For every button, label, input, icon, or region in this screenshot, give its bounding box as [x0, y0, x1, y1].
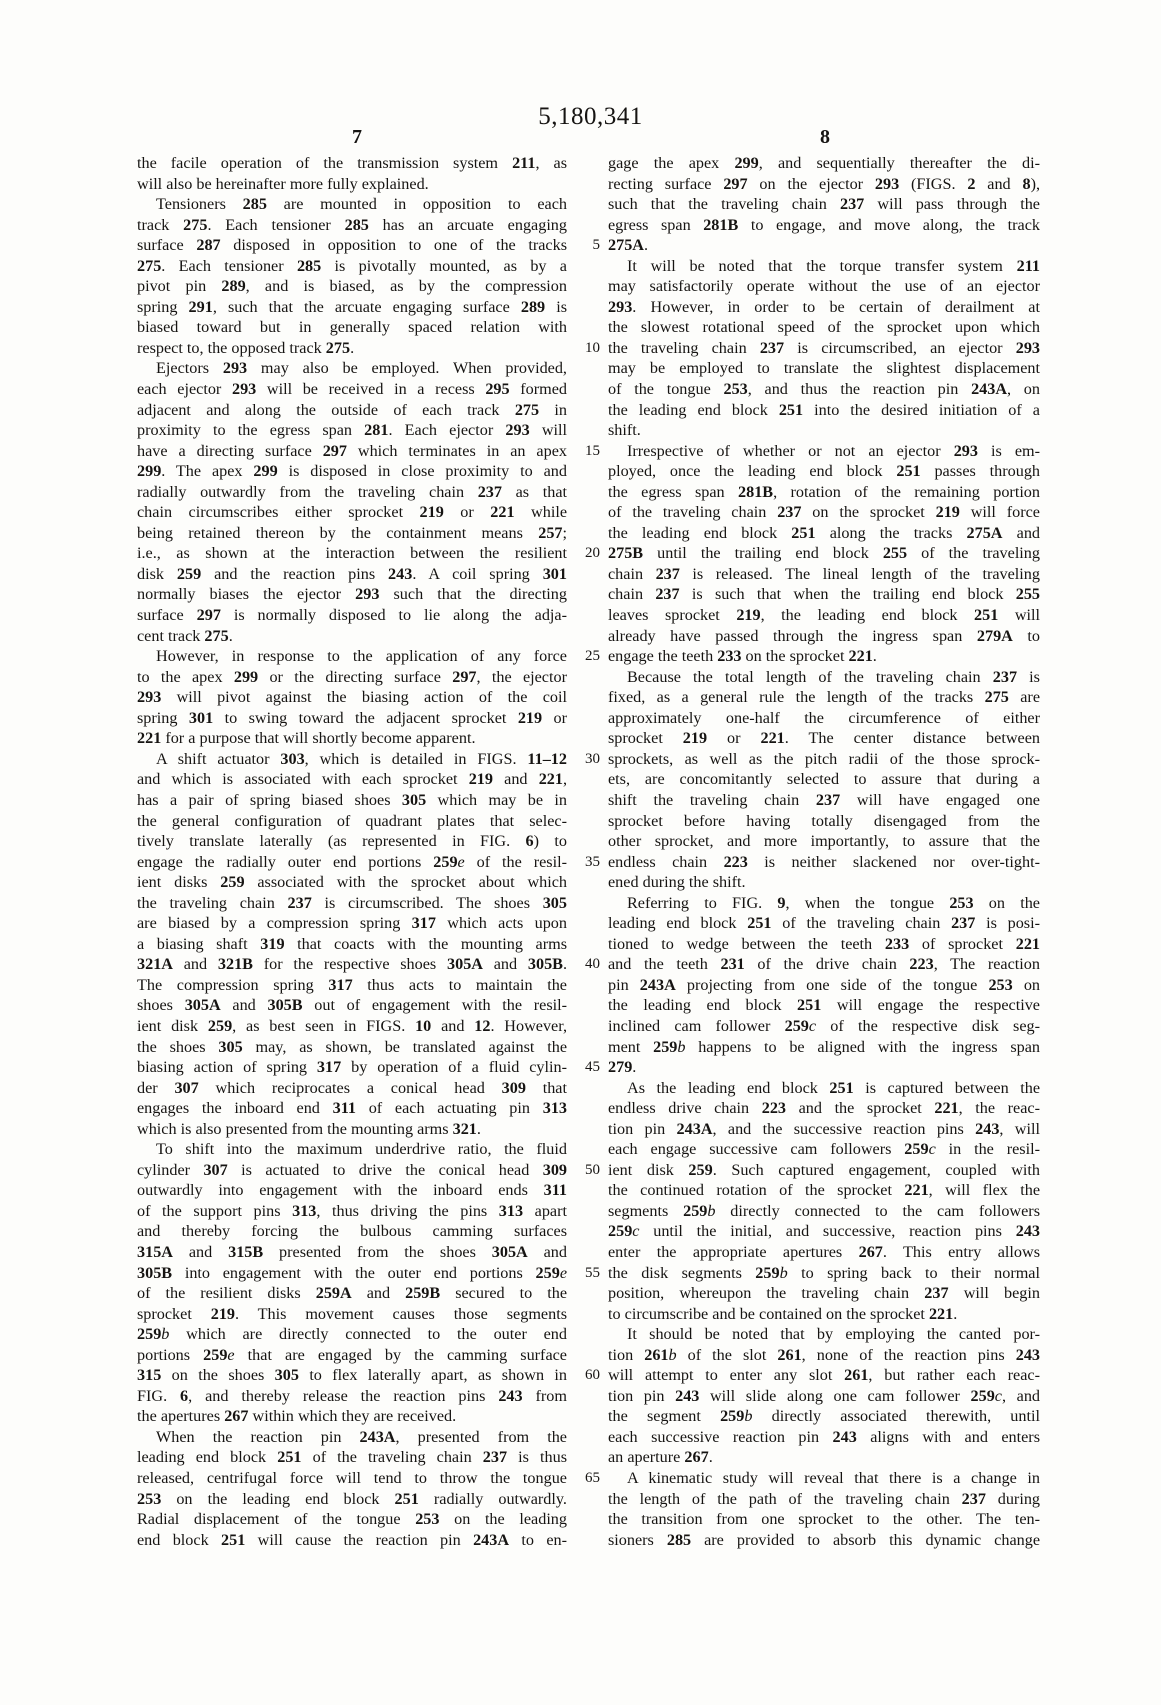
text-line: It should be noted that by employing the canted por-: [627, 1325, 1040, 1344]
text-line: leading end block 251 of the traveling chain 237 is thus: [137, 1448, 567, 1467]
text-line: the apertures 267 within which they are received.: [137, 1407, 457, 1426]
text-line: each engage successive cam followers 259c in the resil-: [608, 1140, 1040, 1159]
gutter-line-number: 20: [585, 545, 600, 562]
text-line: sprocket 219. This movement causes those segments: [137, 1304, 567, 1323]
text-line: chain 237 is released. The lineal length of the traveling: [608, 564, 1040, 583]
text-line: pin 243A projecting from one side of the tongue 253 on: [608, 975, 1041, 994]
text-line: sprocket 219 or 221. The center distance between: [608, 729, 1040, 748]
text-line: adjacent and along the outside of each track 275 in: [137, 400, 568, 419]
text-line: which is also presented from the mounting arms 321.: [137, 1119, 481, 1138]
text-line: proximity to the egress span 281. Each ejector 293 will: [137, 421, 568, 440]
text-line: Ejectors 293 may also be employed. When provided,: [156, 359, 567, 378]
text-line: It will be noted that the torque transfer system 211: [627, 256, 1040, 275]
text-line: der 307 which reciprocates a conical head 309 that: [137, 1078, 567, 1097]
patent-number: 5,180,341: [538, 103, 643, 130]
text-line: shift the traveling chain 237 will have engaged one: [608, 790, 1040, 809]
text-line: will attempt to enter any slot 261, but rather each reac-: [608, 1366, 1040, 1385]
right-column-page-number: 8: [820, 126, 830, 148]
text-line: FIG. 6, and thereby release the reaction pins 243 from: [137, 1386, 567, 1405]
text-line: surface 297 is normally disposed to lie along the adja-: [137, 606, 568, 625]
text-line: 321A and 321B for the respective shoes 305A and 305B.: [137, 955, 568, 974]
text-line: leading end block 251 of the traveling chain 237 is posi-: [608, 914, 1040, 933]
gutter-line-number: 40: [585, 956, 600, 973]
text-line: inclined cam follower 259c of the respective disk seg-: [608, 1016, 1040, 1035]
text-line: engages the inboard end 311 of each actuating pin 313: [137, 1099, 567, 1118]
text-line: the segment 259b directly associated therewith, until: [608, 1407, 1040, 1426]
text-line: engage the radially outer end portions 259e of the resil-: [137, 852, 567, 871]
text-line: egress span 281B to engage, and move along, the track: [608, 215, 1040, 234]
text-line: chain 237 is such that when the trailing end block 255: [608, 585, 1040, 604]
text-line: the transition from one sprocket to the other. The ten-: [608, 1510, 1040, 1529]
text-line: To shift into the maximum underdrive ratio, the fluid: [156, 1140, 567, 1159]
text-line: and the teeth 231 of the drive chain 223, The reaction: [608, 955, 1040, 974]
text-line: released, centrifugal force will tend to throw the tongue: [137, 1469, 567, 1487]
gutter-line-number: 5: [592, 237, 600, 254]
text-line: 275. Each tensioner 285 is pivotally mounted, as by a: [137, 256, 567, 275]
text-line: A kinematic study will reveal that there is a change in: [627, 1469, 1040, 1487]
text-line: tively translate laterally (as represented in FIG. 6) to: [137, 832, 567, 851]
text-line: Irrespective of whether or not an ejector 293 is em-: [627, 441, 1041, 460]
text-line: to circumscribe and be contained on the sprocket 221.: [608, 1304, 958, 1323]
text-line: When the reaction pin 243A, presented from the: [156, 1427, 567, 1446]
text-line: outwardly into engagement with the inboard ends 311: [137, 1181, 567, 1200]
text-line: However, in response to the application of any force: [156, 647, 567, 666]
text-line: recting surface 297 on the ejector 293 (FIGS. 2 and 8),: [608, 174, 1041, 193]
text-line: end block 251 will cause the reaction pin 243A to en-: [137, 1530, 568, 1549]
text-line: tioned to wedge between the teeth 233 of sprocket 221: [608, 934, 1040, 953]
gutter-line-number: 25: [585, 648, 600, 665]
text-line: disk 259 and the reaction pins 243. A coil spring 301: [137, 564, 567, 583]
text-line: the continued rotation of the sprocket 221, will flex the: [608, 1181, 1041, 1200]
text-line: each ejector 293 will be received in a recess 295 formed: [137, 380, 567, 399]
text-line: shoes 305A and 305B out of engagement with the resil-: [137, 996, 567, 1015]
right-text-column: [608, 153, 1040, 1550]
text-line: 315A and 315B presented from the shoes 305A and: [137, 1242, 567, 1261]
text-line: the traveling chain 237 is circumscribed, an ejector 293: [608, 338, 1040, 357]
text-line: Because the total length of the traveling chain 237 is: [627, 667, 1040, 686]
text-line: 253 on the leading end block 251 radially outwardly.: [137, 1489, 567, 1508]
text-line: tion pin 243A, and the successive reaction pins 243, will: [608, 1119, 1040, 1138]
text-line: of the traveling chain 237 on the sprocket 219 will force: [608, 503, 1040, 522]
text-line: ient disk 259, as best seen in FIGS. 10 and 12. However,: [137, 1016, 568, 1035]
text-line: normally biases the ejector 293 such that the directing: [137, 585, 567, 604]
text-line: endless chain 223 is neither slackened nor over-tight-: [608, 852, 1040, 871]
text-line: tion pin 243 will slide along one cam follower 259c, and: [608, 1386, 1041, 1405]
text-line: portions 259e that are engaged by the camming surface: [137, 1345, 567, 1364]
text-line: the general configuration of quadrant plates that selec-: [137, 811, 567, 830]
text-line: the leading end block 251 along the tracks 275A and: [608, 523, 1041, 542]
text-line: ment 259b happens to be aligned with the ingress span: [608, 1037, 1040, 1056]
gutter-line-number: 30: [585, 750, 600, 767]
text-line: of the resilient disks 259A and 259B secured to the: [137, 1284, 568, 1303]
text-line: Tensioners 285 are mounted in opposition to each: [156, 195, 567, 214]
text-line: the facile operation of the transmission system 211, as: [137, 154, 568, 172]
text-line: engage the teeth 233 on the sprocket 221.: [608, 647, 877, 666]
text-line: other sprocket, and more importantly, to assure that the: [608, 832, 1040, 851]
text-line: the slowest rotational speed of the sprocket upon which: [608, 318, 1040, 337]
text-line: have a directing surface 297 which terminates in an apex: [137, 441, 567, 460]
text-line: the disk segments 259b to spring back to their normal: [608, 1263, 1040, 1282]
left-text-column: [137, 153, 567, 1550]
text-line: ient disks 259 associated with the sprocket about which: [137, 873, 568, 892]
text-line: are biased by a compression spring 317 which acts upon: [137, 914, 567, 933]
text-line: of the tongue 253, and thus the reaction pin 243A, on: [608, 380, 1040, 399]
text-line: 279.: [608, 1058, 637, 1077]
text-line: has a pair of spring biased shoes 305 which may be in: [137, 790, 567, 809]
text-line: may be employed to translate the slightest displacement: [608, 359, 1040, 378]
text-line: track 275. Each tensioner 285 has an arcuate engaging: [137, 215, 567, 234]
text-line: chain circumscribes either sprocket 219 or 221 while: [137, 503, 568, 522]
text-line: endless drive chain 223 and the sprocket 221, the reac-: [608, 1099, 1040, 1118]
text-line: biasing action of spring 317 by operation of a fluid cylin-: [137, 1058, 567, 1077]
gutter-line-number: 10: [585, 339, 600, 356]
gutter-line-number: 65: [585, 1470, 600, 1487]
text-line: the egress span 281B, rotation of the remaining portion: [608, 482, 1040, 501]
text-line: 315 on the shoes 305 to flex laterally apart, as shown in: [137, 1366, 568, 1385]
gutter-line-number: 45: [585, 1059, 600, 1076]
text-line: 293 will pivot against the biasing action of the coil: [137, 688, 567, 707]
text-line: the shoes 305 may, as shown, be translated against the: [137, 1037, 568, 1056]
text-line: shift.: [608, 421, 641, 440]
line-number-gutter: [556, 153, 602, 1573]
text-line: 221 for a purpose that will shortly become apparent.: [137, 729, 476, 748]
text-line: the leading end block 251 into the desired initiation of a: [608, 400, 1040, 419]
text-line: segments 259b directly connected to the cam followers: [608, 1201, 1040, 1220]
text-line: already have passed through the ingress span 279A to: [608, 626, 1041, 645]
text-line: tion 261b of the slot 261, none of the reaction pins 243: [608, 1345, 1041, 1364]
gutter-line-number: 35: [585, 853, 600, 870]
text-line: will also be hereinafter more fully explained.: [137, 174, 429, 193]
text-line: 293. However, in order to be certain of derailment at: [608, 297, 1040, 316]
gutter-line-number: 55: [585, 1264, 600, 1281]
text-line: cent track 275.: [137, 626, 233, 645]
text-line: respect to, the opposed track 275.: [137, 338, 355, 357]
text-line: sprockets, as well as the pitch radii of the those sprock-: [608, 749, 1040, 768]
text-line: surface 287 disposed in opposition to one of the tracks: [137, 236, 567, 255]
text-line: radially outwardly from the traveling chain 237 as that: [137, 482, 568, 501]
gutter-line-number: 15: [585, 442, 600, 459]
text-line: Referring to FIG. 9, when the tongue 253 on the: [627, 893, 1040, 912]
text-line: and thereby forcing the bulbous camming surfaces: [137, 1222, 567, 1241]
text-line: 275B until the trailing end block 255 of the traveling: [608, 544, 1040, 563]
text-line: gage the apex 299, and sequentially thereafter the di-: [608, 154, 1041, 172]
text-line: As the leading end block 251 is captured between the: [627, 1078, 1041, 1097]
text-line: 259b which are directly connected to the outer end: [137, 1325, 567, 1344]
text-line: the length of the path of the traveling chain 237 during: [608, 1489, 1041, 1508]
text-line: of the support pins 313, thus driving the pins 313 apart: [137, 1201, 567, 1220]
text-line: an aperture 267.: [608, 1448, 713, 1467]
text-line: spring 301 to swing toward the adjacent sprocket 219 or: [137, 708, 568, 727]
text-line: being retained thereon by the containment means 257;: [137, 523, 567, 542]
text-line: enter the appropriate apertures 267. This entry allows: [608, 1242, 1041, 1261]
text-line: to the apex 299 or the directing surface 297, the ejector: [137, 667, 567, 686]
text-line: fixed, as a general rule the length of the tracks 275 are: [608, 688, 1041, 707]
text-line: The compression spring 317 thus acts to maintain the: [137, 975, 567, 994]
text-line: 299. The apex 299 is disposed in close proximity to and: [137, 462, 567, 481]
text-line: may satisfactorily operate without the use of an ejector: [608, 277, 1040, 296]
text-line: sprocket before having totally disengaged from the: [608, 811, 1040, 830]
text-line: A shift actuator 303, which is detailed in FIGS. 11–12: [156, 749, 567, 768]
text-line: ened during the shift.: [608, 873, 746, 892]
text-line: each successive reaction pin 243 aligns with and enters: [608, 1427, 1040, 1446]
text-line: position, whereupon the traveling chain 237 will begin: [608, 1284, 1040, 1303]
text-line: approximately one-half the circumference of either: [608, 708, 1040, 727]
text-line: 259c until the initial, and successive, reaction pins 243: [608, 1222, 1040, 1241]
text-line: ets, are concomitantly selected to assure that during a: [608, 770, 1040, 789]
text-line: the leading end block 251 will engage the respective: [608, 996, 1040, 1015]
left-column-page-number: 7: [352, 126, 362, 148]
text-line: sioners 285 are provided to absorb this dynamic change: [608, 1530, 1041, 1549]
text-line: i.e., as shown at the interaction between the resilient: [137, 544, 567, 563]
text-line: leaves sprocket 219, the leading end block 251 will: [608, 606, 1040, 625]
text-line: cylinder 307 is actuated to drive the conical head 309: [137, 1160, 567, 1179]
text-line: a biasing shaft 319 that coacts with the mounting arms: [137, 934, 567, 953]
text-line: 305B into engagement with the outer end portions 259e: [137, 1263, 567, 1282]
text-line: pivot pin 289, and is biased, as by the compression: [137, 277, 567, 296]
gutter-line-number: 60: [585, 1367, 600, 1384]
text-line: the traveling chain 237 is circumscribed. The shoes 305: [137, 893, 567, 912]
text-line: ployed, once the leading end block 251 passes through: [608, 462, 1041, 481]
text-line: ient disk 259. Such captured engagement, coupled with: [608, 1160, 1040, 1179]
gutter-line-number: 50: [585, 1161, 600, 1178]
text-line: such that the traveling chain 237 will pass through the: [608, 195, 1040, 214]
text-line: and which is associated with each sprocket 219 and 221,: [137, 770, 568, 789]
text-line: 275A.: [608, 236, 649, 255]
text-line: Radial displacement of the tongue 253 on the leading: [137, 1510, 567, 1529]
text-line: spring 291, such that the arcuate engaging surface 289 is: [137, 297, 567, 316]
text-line: biased toward but in generally spaced relation with: [137, 318, 567, 337]
